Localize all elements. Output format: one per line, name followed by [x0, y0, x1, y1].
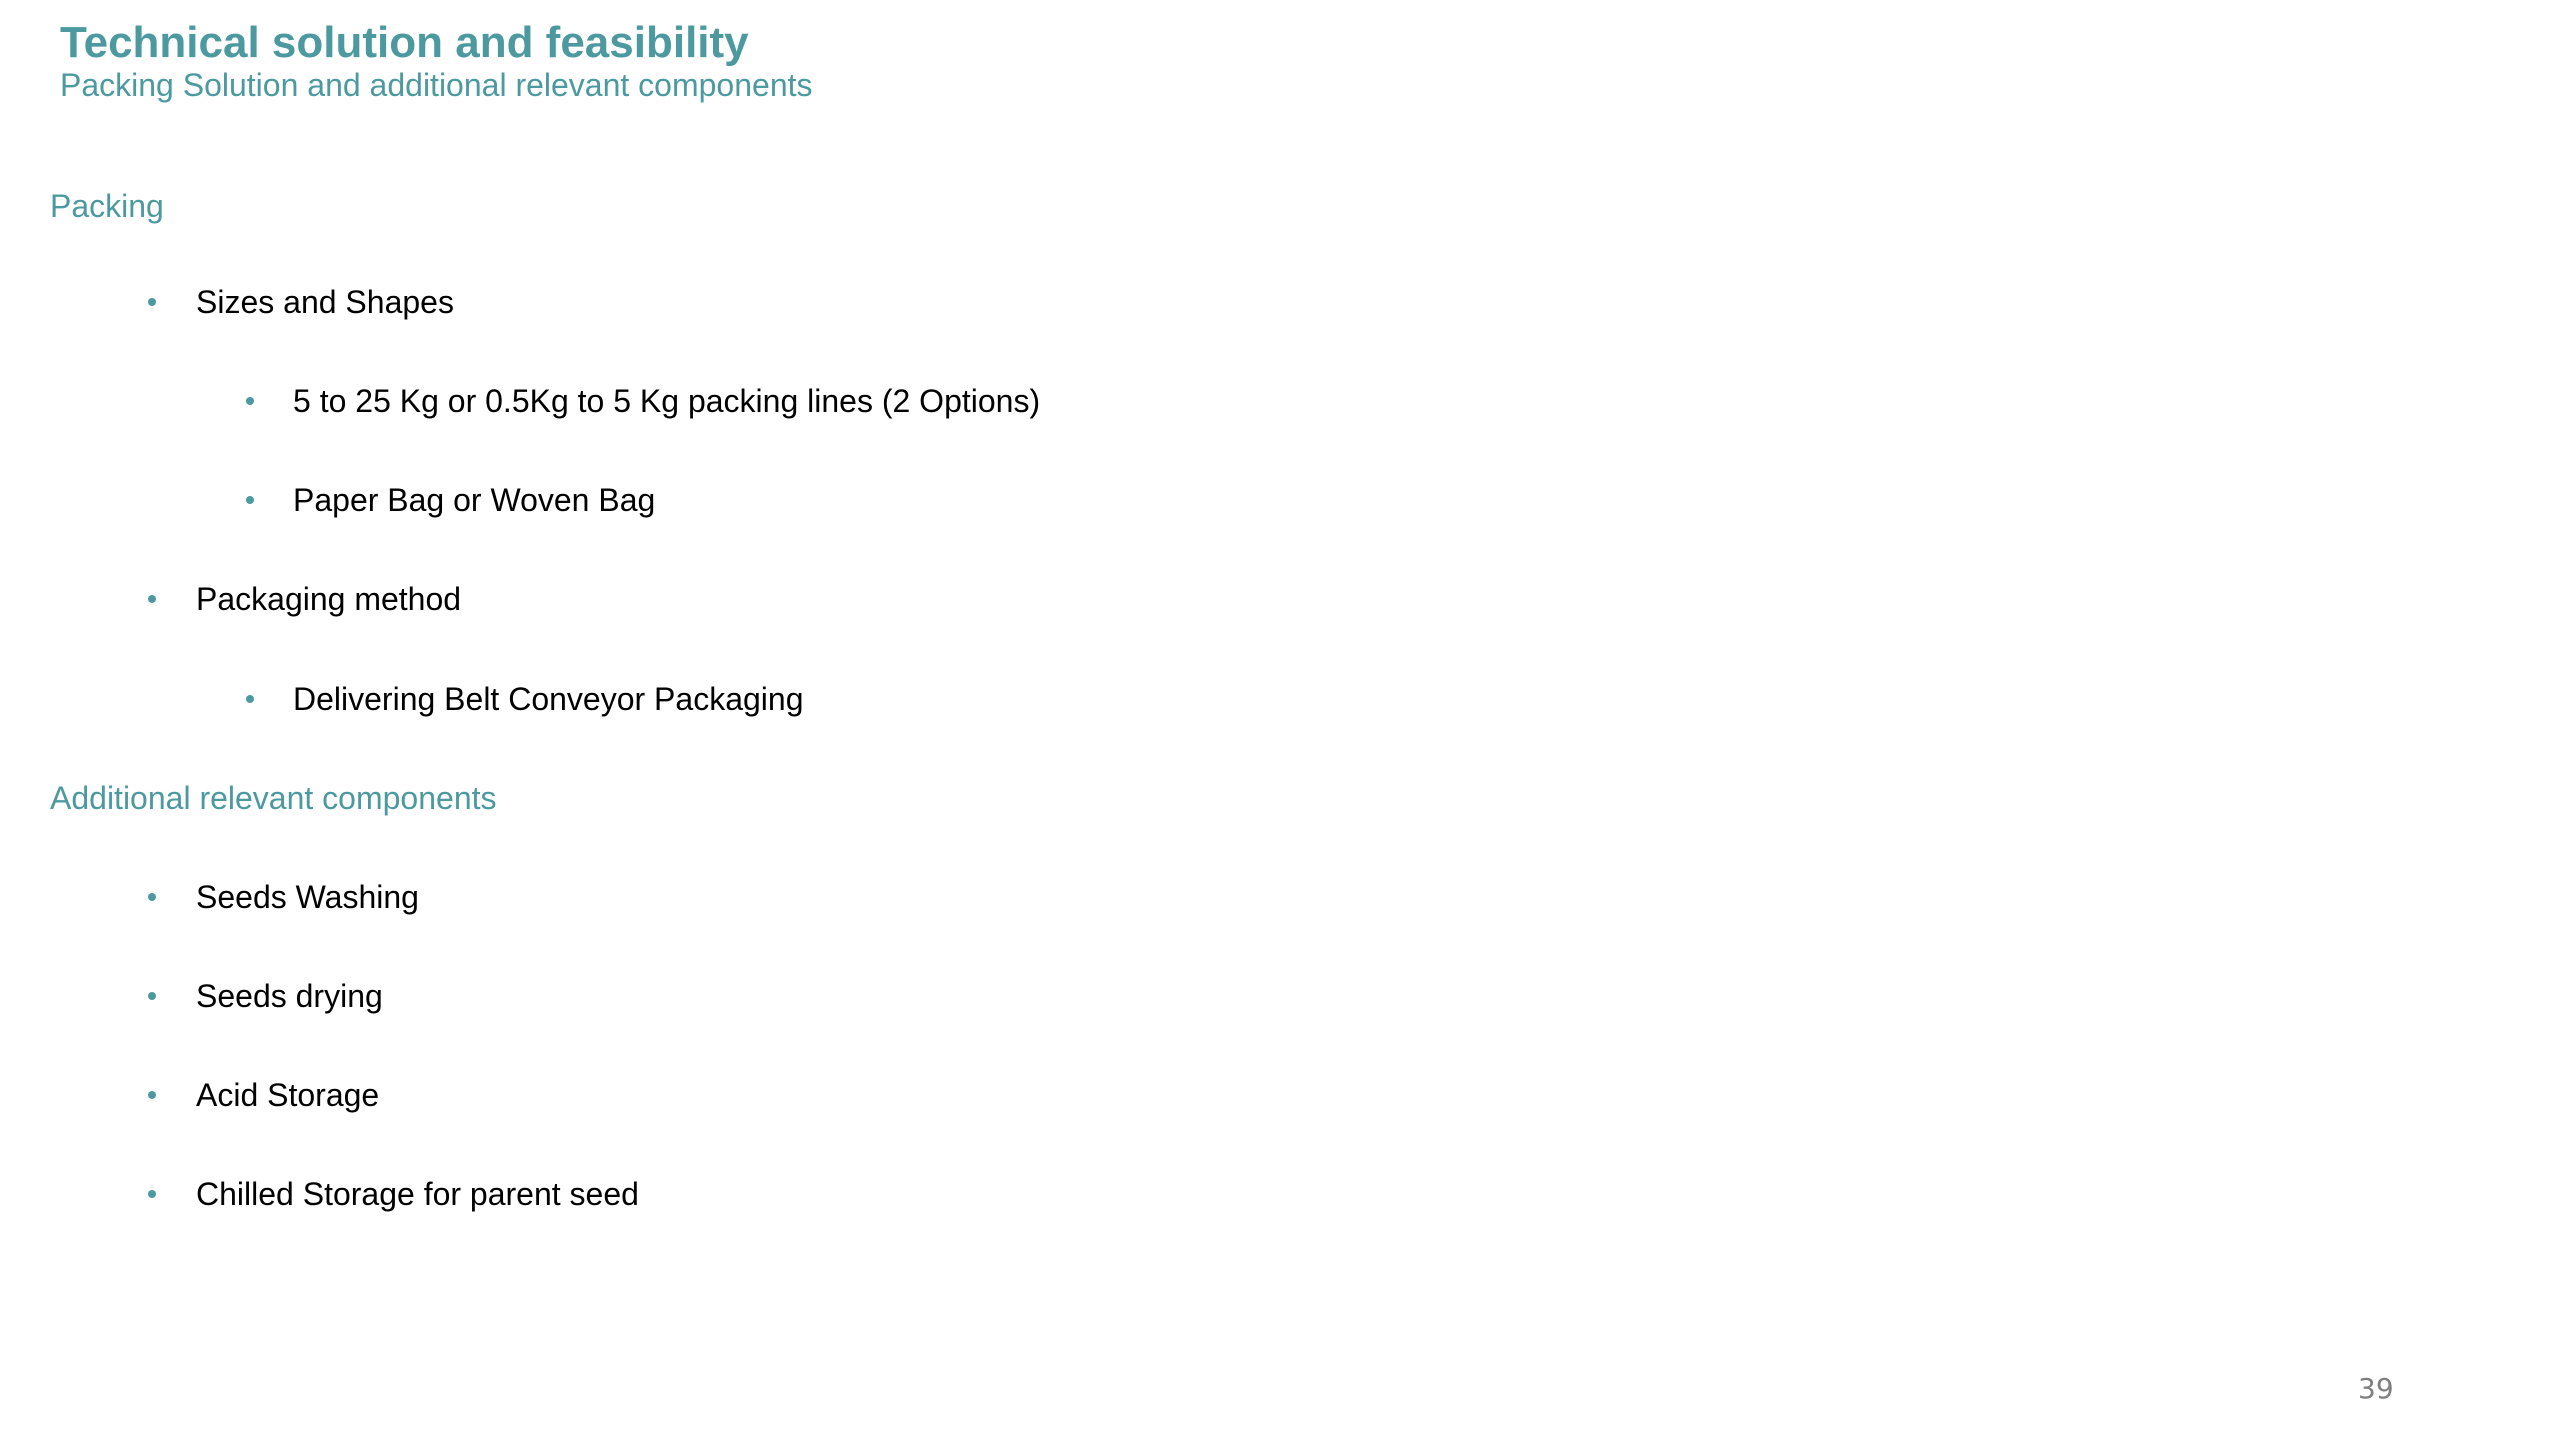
bullet-dot: [148, 1091, 156, 1099]
bullet-dot: [246, 695, 254, 703]
bullet-dot: [246, 397, 254, 405]
bullet-dot: [148, 992, 156, 1000]
bullet-dot: [148, 1190, 156, 1198]
bullet-dot: [148, 595, 156, 603]
bullet-dot: [246, 496, 254, 504]
bullet-packing-lines: 5 to 25 Kg or 0.5Kg to 5 Kg packing lines (2 Options): [293, 383, 1041, 419]
bullet-acid-storage: Acid Storage: [196, 1077, 380, 1113]
bullet-chilled-storage: Chilled Storage for parent seed: [196, 1176, 639, 1212]
bullet-seeds-drying: Seeds drying: [196, 978, 383, 1014]
bullet-bag-type: Paper Bag or Woven Bag: [293, 482, 656, 518]
bullet-dot: [148, 893, 156, 901]
slide-title: Technical solution and feasibility: [60, 18, 749, 67]
bullet-packaging-method: Packaging method: [196, 581, 462, 617]
section-heading-additional: Additional relevant components: [50, 780, 497, 816]
bullet-sizes-and-shapes: Sizes and Shapes: [196, 284, 454, 320]
page-number: 39: [2358, 1372, 2394, 1405]
bullet-belt-conveyor: Delivering Belt Conveyor Packaging: [293, 681, 804, 717]
bullet-seeds-washing: Seeds Washing: [196, 879, 419, 915]
bullet-dot: [148, 298, 156, 306]
slide-subtitle: Packing Solution and additional relevant components: [60, 67, 813, 103]
section-heading-packing: Packing: [50, 188, 164, 224]
